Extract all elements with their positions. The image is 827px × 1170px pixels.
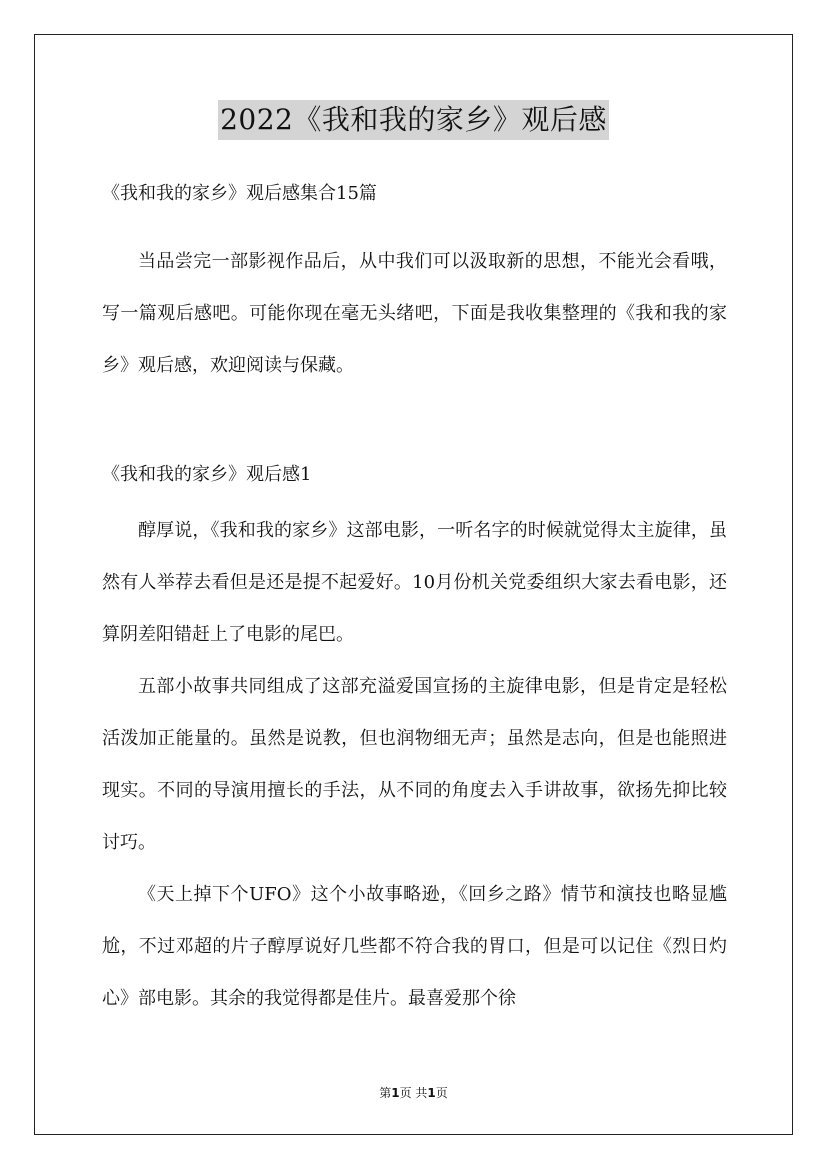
document-title: 2022《我和我的家乡》观后感	[218, 100, 609, 140]
document-body	[102, 176, 727, 1025]
spacer	[102, 392, 727, 457]
intro-paragraph: 当品尝完一部影视作品后，从中我们可以汲取新的思想，不能光会看哦，写一篇观后感吧。可能你现在毫无头绪吧，下面是我收集整理的《我和我的家乡》观后感，欢迎阅读与保藏。	[102, 251, 727, 376]
section-heading: 《我和我的家乡》观后感1	[102, 464, 312, 485]
document-subtitle: 《我和我的家乡》观后感集合15篇	[102, 183, 377, 204]
body-paragraph-3: 《天上掉下个UFO》这个小故事略逊，《回乡之路》情节和演技也略显尴尬，不过邓超的片子醇厚说好几些都不符合我的胃口，但是可以记住《烈日灼心》部电影。其余的我觉得都是佳片。最喜爱那个徐	[102, 884, 727, 1009]
body-paragraph-1: 醇厚说，《我和我的家乡》这部电影，一听名字的时候就觉得太主旋律，虽然有人举荐去看但是还是提不起爱好。10月份机关党委组织大家去看电影，还算阴差阳错赶上了电影的尾巴。	[102, 520, 727, 645]
page-total: 1	[427, 1086, 436, 1100]
spacer	[102, 212, 727, 236]
spacer	[102, 493, 727, 505]
page-current: 1	[391, 1086, 400, 1100]
page-suffix: 页	[435, 1086, 448, 1100]
page-footer	[0, 1084, 827, 1102]
page-prefix: 第	[379, 1086, 392, 1100]
page-mid: 页 共	[399, 1086, 428, 1100]
title-container	[0, 100, 827, 140]
body-paragraph-2: 五部小故事共同组成了这部充溢爱国宣扬的主旋律电影，但是肯定是轻松活泼加正能量的。虽然是说教，但也润物细无声；虽然是志向，但是也能照进现实。不同的导演用擅长的手法，从不同的角度去入手讲故事，欲扬先抑比较讨巧。	[102, 676, 727, 853]
